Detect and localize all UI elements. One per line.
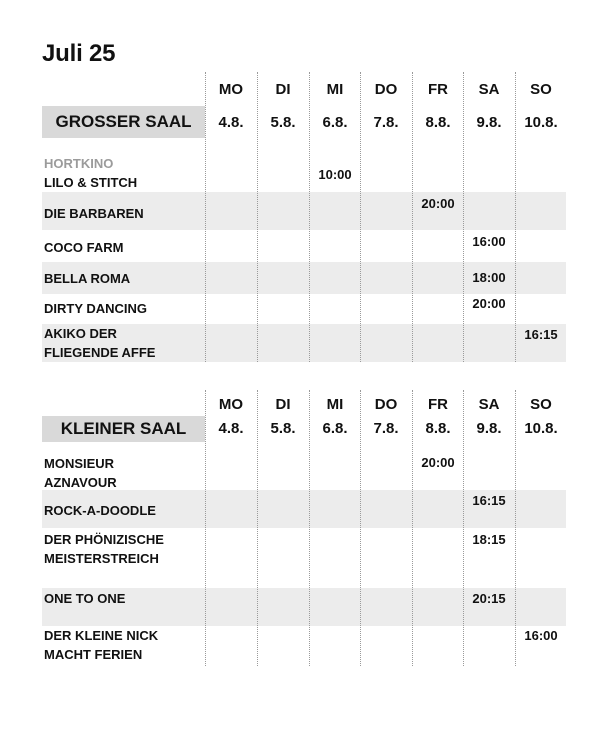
film-title: DER PHÖNIZISCHE MEISTERSTREICH bbox=[44, 532, 164, 566]
weekday-do: DO bbox=[374, 396, 398, 413]
weekday-di: DI bbox=[275, 396, 291, 413]
date-cell: 4.8. bbox=[218, 420, 244, 437]
date-cell: 8.8. bbox=[425, 420, 451, 437]
hall-label: KLEINER SAAL bbox=[42, 416, 205, 442]
schedule-grosser-saal bbox=[42, 72, 566, 362]
showtime: 20:00 bbox=[421, 455, 455, 470]
showtime: 20:00 bbox=[421, 196, 455, 211]
showtime: 16:00 bbox=[472, 234, 506, 249]
showtime: 16:15 bbox=[524, 327, 558, 342]
weekday-mi: MI bbox=[326, 396, 344, 413]
film-title: AKIKO DER FLIEGENDE AFFE bbox=[44, 326, 156, 360]
schedule-kleiner-saal bbox=[42, 390, 566, 666]
weekday-fr: FR bbox=[428, 81, 448, 98]
film-title: MONSIEUR AZNAVOUR bbox=[44, 456, 117, 490]
film-title: DIRTY DANCING bbox=[44, 301, 148, 316]
showtime: 20:15 bbox=[472, 591, 506, 606]
showtime: 16:00 bbox=[524, 628, 558, 643]
weekday-so: SO bbox=[530, 81, 552, 98]
date-cell: 7.8. bbox=[373, 420, 399, 437]
weekday-sa: SA bbox=[478, 396, 500, 413]
film-subtitle: HORTKINO bbox=[44, 156, 114, 171]
date-cell: 5.8. bbox=[270, 420, 296, 437]
film-title: COCO FARM bbox=[44, 240, 124, 255]
date-cell: 6.8. bbox=[322, 420, 348, 437]
showtime: 18:00 bbox=[472, 270, 506, 285]
film-title: DER KLEINE NICK MACHT FERIEN bbox=[44, 628, 159, 662]
weekday-so: SO bbox=[530, 396, 552, 413]
weekday-di: DI bbox=[275, 81, 291, 98]
date-cell: 4.8. bbox=[218, 114, 244, 131]
weekday-fr: FR bbox=[428, 396, 448, 413]
hall-label: GROSSER SAAL bbox=[42, 106, 205, 138]
weekday-mi: MI bbox=[326, 81, 344, 98]
showtime: 16:15 bbox=[472, 493, 506, 508]
date-cell: 9.8. bbox=[476, 420, 502, 437]
film-title: DIE BARBAREN bbox=[44, 206, 144, 221]
film-title: HORTKINO LILO & STITCH bbox=[44, 154, 204, 192]
date-cell: 7.8. bbox=[373, 114, 399, 131]
date-cell: 10.8. bbox=[524, 420, 558, 437]
weekday-sa: SA bbox=[478, 81, 500, 98]
date-cell: 8.8. bbox=[425, 114, 451, 131]
weekday-mo: MO bbox=[218, 396, 244, 413]
film-title: BELLA ROMA bbox=[44, 271, 131, 286]
date-cell: 6.8. bbox=[322, 114, 348, 131]
weekday-do: DO bbox=[374, 81, 398, 98]
showtime: 18:15 bbox=[472, 532, 506, 547]
weekday-mo: MO bbox=[218, 81, 244, 98]
showtime: 10:00 bbox=[318, 167, 352, 182]
date-cell: 9.8. bbox=[476, 114, 502, 131]
film-title: ONE TO ONE bbox=[44, 591, 126, 606]
showtime: 20:00 bbox=[472, 296, 506, 311]
page-title: Juli 25 bbox=[42, 40, 116, 67]
date-cell: 5.8. bbox=[270, 114, 296, 131]
film-title: ROCK-A-DOODLE bbox=[44, 503, 156, 518]
date-cell: 10.8. bbox=[524, 114, 558, 131]
